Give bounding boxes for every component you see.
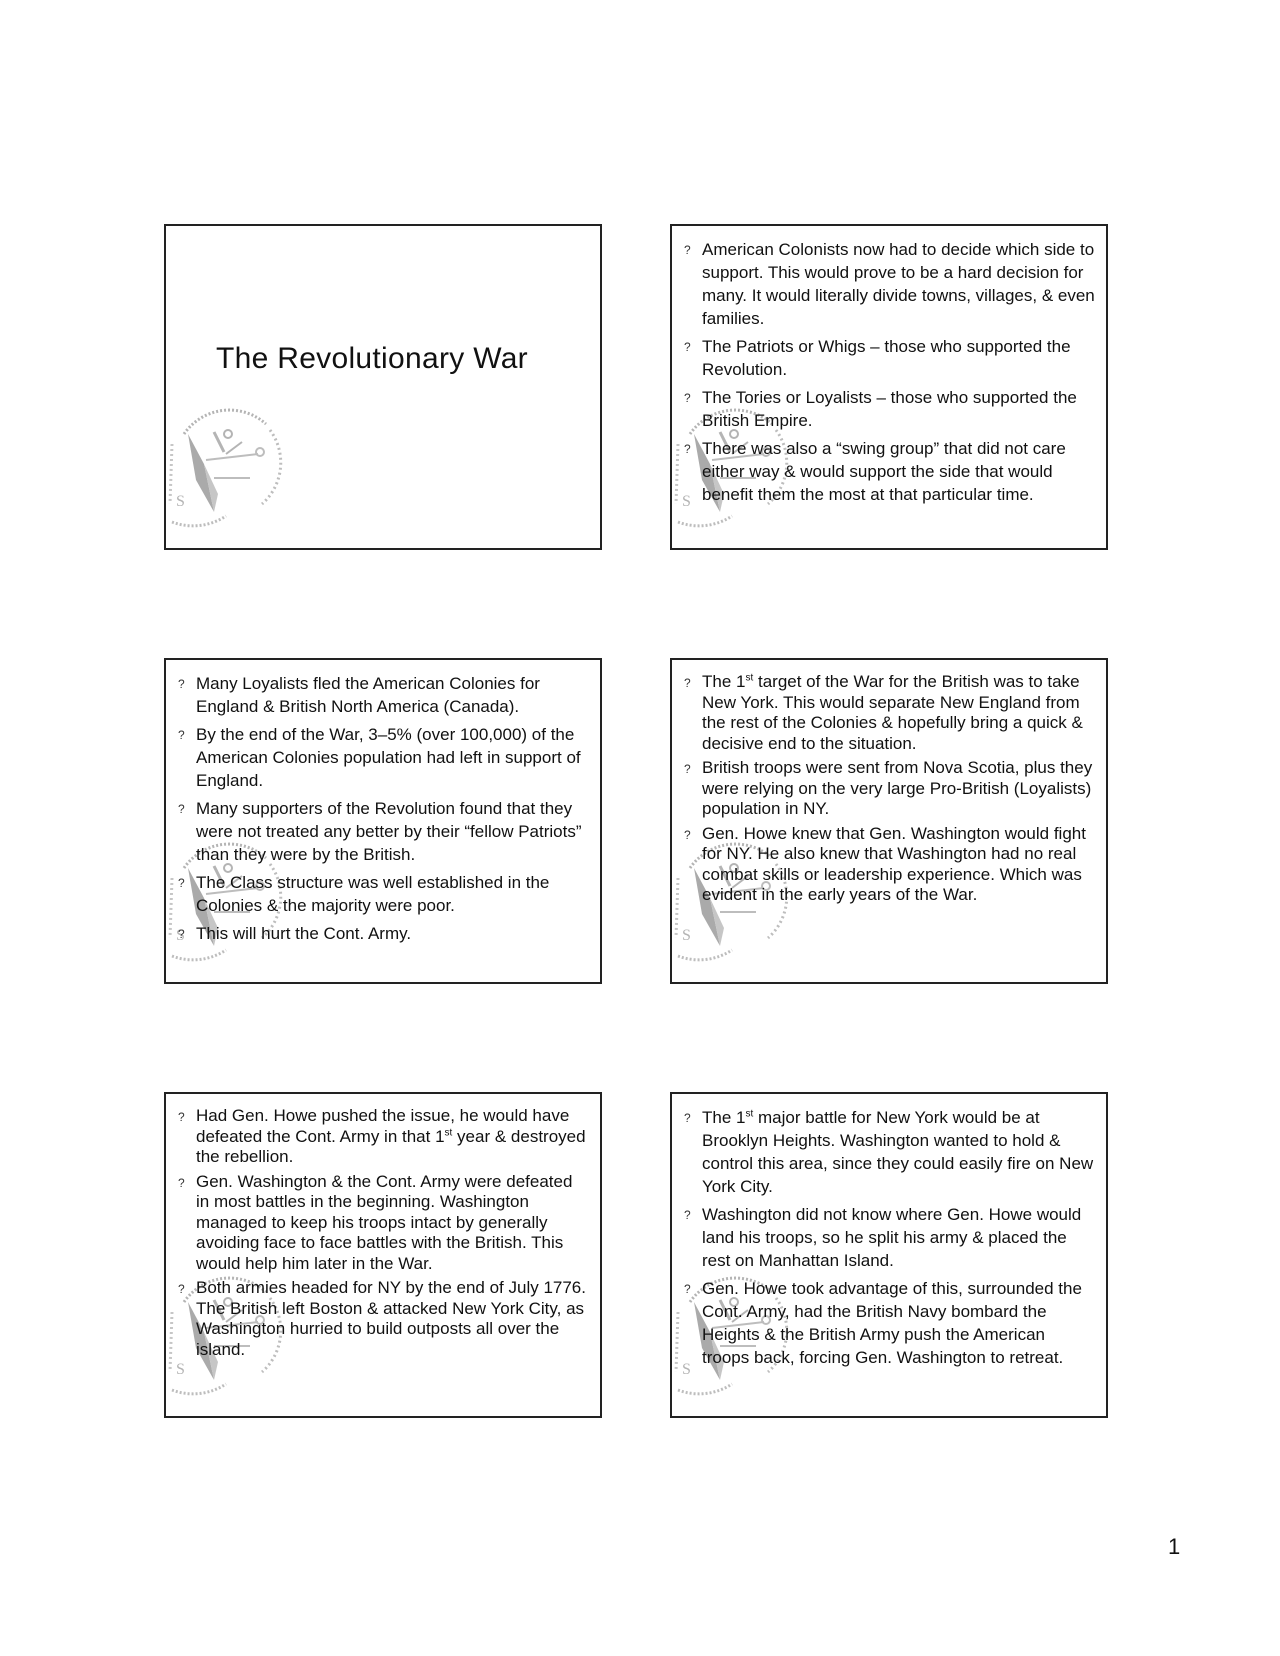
bullet-text: Many Loyalists fled the American Colonies for England & British North America (Canada).: [196, 674, 540, 716]
bullet-item: [684, 1106, 1096, 1198]
bullet-text-post: year & destroyed the rebellion.: [196, 1126, 586, 1166]
bullet-text: [196, 1106, 586, 1166]
bullet-item: [178, 922, 590, 945]
bullet-text: Both armies headed for NY by the end of July 1776. The British left Boston & attacked New York City, as Washington hurried to build outposts all over the island.: [196, 1278, 586, 1359]
bullet-marker: ?: [178, 802, 185, 816]
bullet-marker: ?: [178, 728, 185, 742]
bullet-item: [178, 723, 590, 792]
bullet-item: [684, 1203, 1096, 1272]
bullet-item: [178, 1106, 590, 1168]
bullet-marker: ?: [178, 1282, 185, 1296]
bullet-item: [178, 672, 590, 718]
slide-title-card: [164, 224, 602, 550]
bullet-text: The Tories or Loyalists – those who supported the British Empire.: [702, 388, 1077, 430]
bullet-text-post: major battle for New York would be at Brooklyn Heights. Washington wanted to hold & control this area, since they could easily fire on New York City.: [702, 1108, 1094, 1196]
bullet-item: [684, 824, 1096, 906]
slide-loyalists-fled: [164, 658, 602, 984]
compass-rose-icon: [166, 394, 286, 534]
bullet-marker: ?: [684, 243, 691, 257]
bullet-text: British troops were sent from Nova Scotia, plus they were relying on the very large Pro-British (Loyalists) population in NY.: [702, 758, 1093, 818]
bullet-item: [684, 758, 1096, 820]
bullet-text-pre: The 1: [702, 672, 746, 691]
bullet-list: [684, 672, 1096, 910]
bullet-list: [178, 1106, 590, 1364]
bullet-text: Many supporters of the Revolution found that they were not treated any better by their “fellow Patriots” than they were by the British.: [196, 799, 582, 864]
bullet-item: [178, 1172, 590, 1275]
bullet-item: [684, 672, 1096, 754]
bullet-item: [684, 1277, 1096, 1369]
bullet-list: [684, 1106, 1096, 1374]
bullet-item: [684, 386, 1096, 432]
slide-first-target: [670, 658, 1108, 984]
bullet-text: American Colonists now had to decide which side to support. This would prove to be a hard decision for many. It would literally divide towns, villages, & even families.: [702, 240, 1095, 328]
bullet-marker: ?: [684, 442, 691, 456]
bullet-item: [684, 238, 1096, 330]
bullet-marker: ?: [684, 340, 691, 354]
slide-brooklyn-heights: [670, 1092, 1108, 1418]
bullet-marker: ?: [684, 1111, 691, 1125]
page-number: 1: [1168, 1534, 1181, 1559]
bullet-marker: ?: [178, 677, 185, 691]
bullet-text-post: target of the War for the British was to take New York. This would separate New England from the rest of the Colonies & hopefully bring a quick & decisive end to the situation.: [702, 672, 1083, 753]
bullet-item: [178, 797, 590, 866]
bullet-item: [178, 1278, 590, 1360]
bullet-item: [684, 335, 1096, 381]
bullet-list: [178, 672, 590, 950]
ordinal-suffix: st: [444, 1126, 453, 1138]
bullet-marker: ?: [684, 676, 691, 690]
slide-colonists-choice: [670, 224, 1108, 550]
bullet-item: [684, 437, 1096, 506]
bullet-text: There was also a “swing group” that did not care either way & would support the side that would benefit them the most at that particular time.: [702, 439, 1066, 504]
bullet-list: [684, 238, 1096, 511]
bullet-marker: ?: [178, 1110, 185, 1124]
bullet-marker: ?: [178, 927, 185, 941]
bullet-marker: ?: [684, 827, 691, 842]
ordinal-suffix: st: [745, 1108, 754, 1120]
bullet-text-pre: Had Gen. Howe pushed the issue, he would have defeated the Cont. Army in that 1: [196, 1106, 570, 1146]
bullet-marker: ?: [684, 762, 691, 776]
ordinal-suffix: st: [745, 672, 754, 684]
bullet-text: Gen. Howe took advantage of this, surrounded the Cont. Army, had the British Navy bombard the Heights & the British Army push the American troops back, forcing Gen. Washington to retreat.: [702, 1279, 1082, 1367]
bullet-text: The Patriots or Whigs – those who supported the Revolution.: [702, 337, 1071, 379]
bullet-marker: ?: [178, 876, 185, 890]
bullet-text: Washington did not know where Gen. Howe would land his troops, so he split his army & placed the rest on Manhattan Island.: [702, 1205, 1082, 1270]
slide-title: The Revolutionary War: [216, 342, 528, 375]
bullet-marker: ?: [178, 1175, 185, 1190]
bullet-text: [702, 1108, 1093, 1196]
bullet-text: [702, 672, 1083, 753]
bullet-text: By the end of the War, 3–5% (over 100,000) of the American Colonies population had left in support of England.: [196, 725, 581, 790]
bullet-item: [178, 871, 590, 917]
slide-howe-pushed: [164, 1092, 602, 1418]
bullet-text: This will hurt the Cont. Army.: [196, 924, 412, 943]
bullet-marker: ?: [684, 1208, 691, 1222]
bullet-text-pre: The 1: [702, 1108, 746, 1127]
bullet-text: Gen. Howe knew that Gen. Washington would fight for NY. He also knew that Washington had no real combat skills or leadership experience. Which was evident in the early years of the War.: [702, 823, 1086, 904]
bullet-text: The Class structure was well established in the Colonies & the majority were poor.: [196, 873, 550, 915]
bullet-text: Gen. Washington & the Cont. Army were defeated in most battles in the beginning. Washington managed to keep his troops intact by generally avoiding face to face battles with the British. This would help him later in the War.: [196, 1171, 573, 1273]
bullet-marker: ?: [684, 1282, 691, 1296]
bullet-marker: ?: [684, 391, 691, 405]
